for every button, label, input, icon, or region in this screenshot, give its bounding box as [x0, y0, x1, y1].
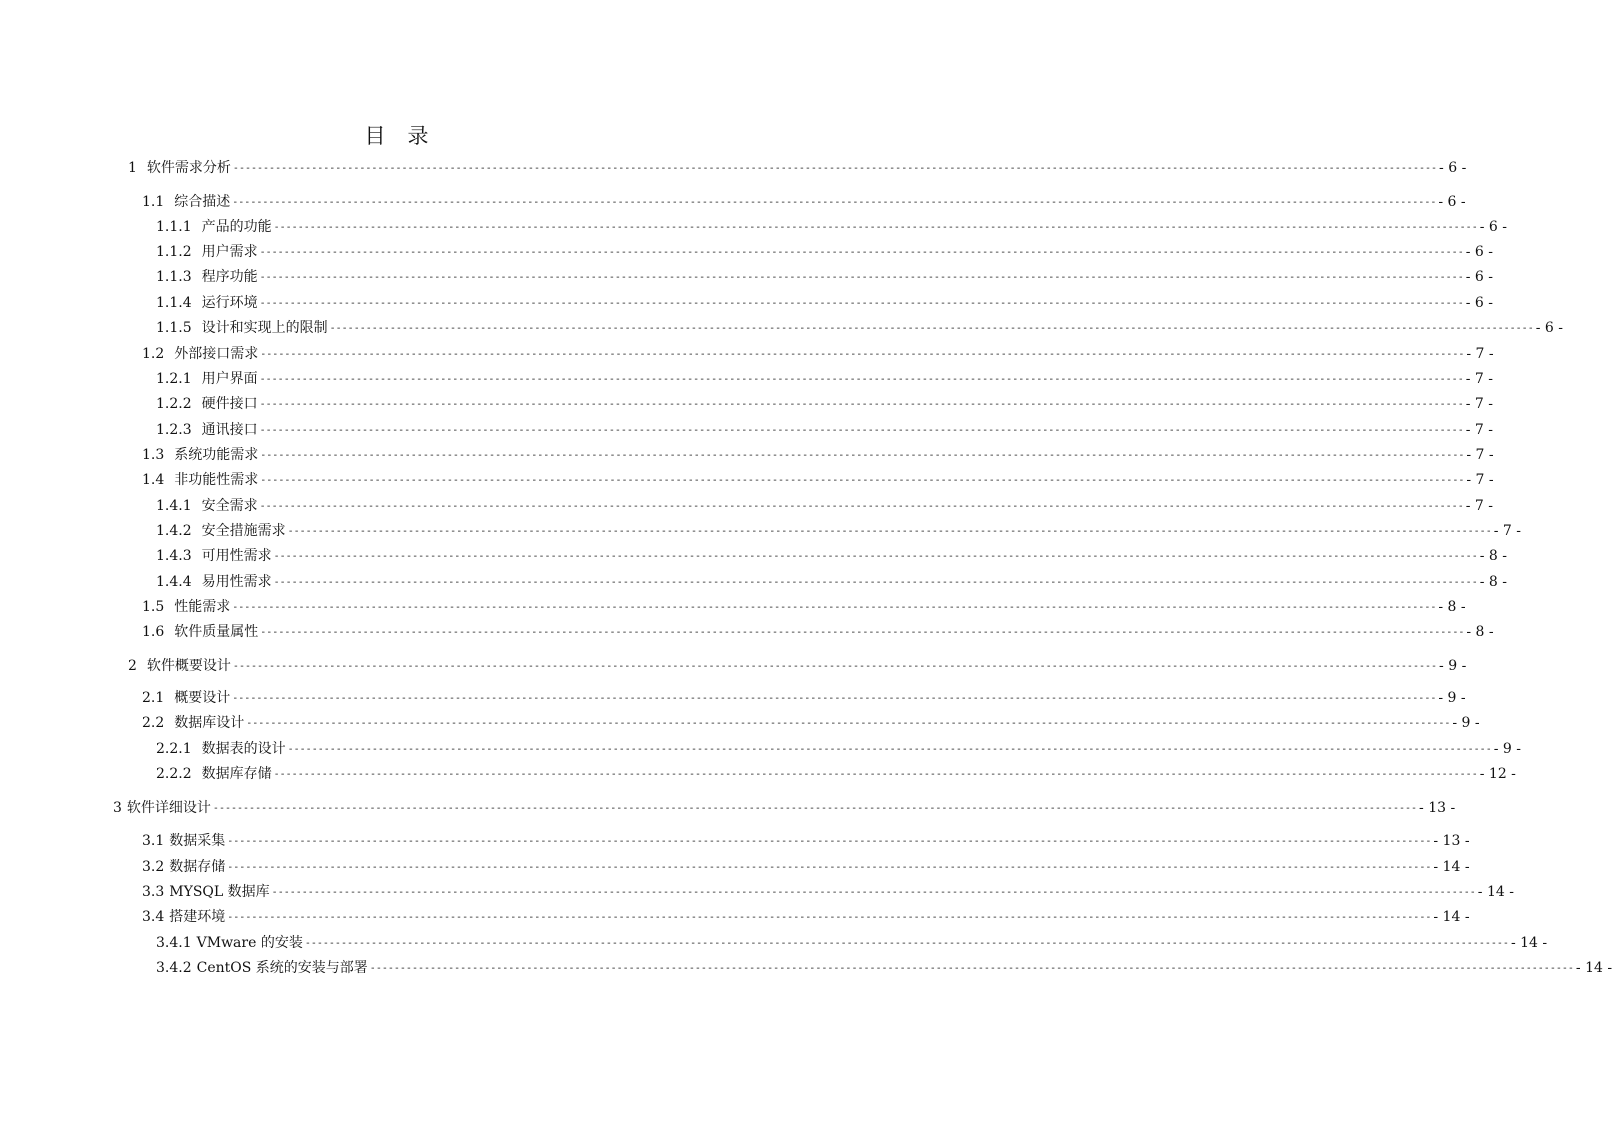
toc-entry[interactable]: [156, 293, 1494, 313]
toc-entry-page-number: - 6 -: [1439, 160, 1467, 176]
toc-entry-page-number: - 12 -: [1479, 766, 1516, 782]
toc-entry[interactable]: [142, 713, 1480, 733]
toc-leader-dashes: --------------------------------------------------------------------------------------------------------------------------------------------------------------------------------------------------------: [259, 399, 1464, 410]
toc-entry-title: 数据采集: [169, 833, 226, 849]
toc-entry-title: 搭建环境: [169, 909, 226, 925]
toc-leader-dashes: --------------------------------------------------------------------------------------------------------------------------------------------------------------------------------------------------------: [259, 374, 1464, 385]
toc-entry-title: CentOS 系统的安装与部署: [196, 960, 368, 976]
toc-entry-title: 性能需求: [174, 599, 231, 615]
toc-entry-number: 1: [128, 160, 137, 176]
toc-entry[interactable]: [142, 344, 1494, 364]
toc-leader-dashes: --------------------------------------------------------------------------------------------------------------------------------------------------------------------------------------------------------: [260, 475, 1465, 486]
toc-leader-dashes: --------------------------------------------------------------------------------------------------------------------------------------------------------------------------------------------------------: [260, 450, 1465, 461]
toc-entry-title: 数据库设计: [174, 715, 245, 731]
toc-leader-dashes: --------------------------------------------------------------------------------------------------------------------------------------------------------------------------------------------------------: [259, 501, 1464, 512]
toc-leader-dashes: --------------------------------------------------------------------------------------------------------------------------------------------------------------------------------------------------------: [232, 602, 1437, 613]
toc-entry-page-number: - 7 -: [1465, 396, 1494, 412]
toc-leader-dashes: --------------------------------------------------------------------------------------------------------------------------------------------------------------------------------------------------------: [232, 197, 1437, 208]
toc-leader-dashes: --------------------------------------------------------------------------------------------------------------------------------------------------------------------------------------------------------: [287, 526, 1492, 537]
toc-entry[interactable]: [142, 470, 1494, 490]
toc-entry-number: 1.1.5: [156, 320, 192, 336]
toc-entry[interactable]: [156, 267, 1494, 287]
toc-entry-number: 3.4.2: [156, 960, 192, 976]
toc-entry[interactable]: [156, 546, 1508, 566]
toc-entry-page-number: - 9 -: [1439, 658, 1467, 674]
toc-entry-number: 1.4: [142, 472, 165, 488]
toc-entry-number: 1.4.4: [156, 574, 192, 590]
toc-entry-number: 3.2: [142, 859, 165, 875]
toc-entry-number: 2.2: [142, 715, 165, 731]
toc-leader-dashes: --------------------------------------------------------------------------------------------------------------------------------------------------------------------------------------------------------: [273, 769, 1478, 780]
toc-leader-dashes: --------------------------------------------------------------------------------------------------------------------------------------------------------------------------------------------------------: [259, 298, 1464, 309]
toc-entry-title: 系统功能需求: [174, 447, 259, 463]
toc-leader-dashes: --------------------------------------------------------------------------------------------------------------------------------------------------------------------------------------------------------: [227, 862, 1432, 873]
toc-entry-page-number: - 6 -: [1479, 219, 1508, 235]
toc-entry-title: 数据表的设计: [201, 741, 286, 757]
toc-entry-page-number: - 6 -: [1465, 269, 1494, 285]
toc-entry-page-number: - 7 -: [1465, 371, 1494, 387]
toc-entry-title: 易用性需求: [201, 574, 272, 590]
toc-entry[interactable]: [128, 158, 1467, 178]
toc-entry[interactable]: [142, 192, 1466, 212]
toc-entry-title: 外部接口需求: [174, 346, 259, 362]
toc-entry[interactable]: [128, 656, 1467, 676]
toc-leader-dashes: --------------------------------------------------------------------------------------------------------------------------------------------------------------------------------------------------------: [212, 803, 1418, 814]
toc-entry[interactable]: [142, 831, 1470, 851]
toc-entry[interactable]: [142, 857, 1470, 877]
toc-entry-number: 1.1.2: [156, 244, 192, 260]
toc-entry-title: MYSQL 数据库: [169, 884, 270, 900]
toc-entry-title: 概要设计: [174, 690, 231, 706]
toc-entry-page-number: - 14 -: [1510, 935, 1548, 951]
toc-entry[interactable]: [156, 242, 1494, 262]
toc-leader-dashes: --------------------------------------------------------------------------------------------------------------------------------------------------------------------------------------------------------: [273, 222, 1478, 233]
toc-leader-dashes: --------------------------------------------------------------------------------------------------------------------------------------------------------------------------------------------------------: [227, 912, 1432, 923]
toc-entry-number: 2.1: [142, 690, 165, 706]
toc-entry-number: 3.4: [142, 909, 165, 925]
toc-leader-dashes: --------------------------------------------------------------------------------------------------------------------------------------------------------------------------------------------------------: [232, 661, 1438, 672]
toc-entry-title: 硬件接口: [201, 396, 258, 412]
toc-leader-dashes: --------------------------------------------------------------------------------------------------------------------------------------------------------------------------------------------------------: [369, 963, 1574, 974]
toc-entry-title: 综合描述: [174, 194, 231, 210]
toc-entry-number: 1.1.4: [156, 295, 192, 311]
toc-entry-number: 2: [128, 658, 137, 674]
toc-entry[interactable]: [156, 933, 1548, 953]
toc-entry-title: 运行环境: [201, 295, 258, 311]
toc-entry-page-number: - 8 -: [1479, 574, 1508, 590]
toc-entry-page-number: - 7 -: [1493, 523, 1522, 539]
toc-entry-title: 设计和实现上的限制: [201, 320, 328, 336]
toc-entry-number: 1.1.1: [156, 219, 192, 235]
toc-leader-dashes: --------------------------------------------------------------------------------------------------------------------------------------------------------------------------------------------------------: [259, 425, 1464, 436]
toc-entry-number: 1.3: [142, 447, 165, 463]
toc-leader-dashes: --------------------------------------------------------------------------------------------------------------------------------------------------------------------------------------------------------: [273, 551, 1478, 562]
toc-entry-title: 安全措施需求: [201, 523, 286, 539]
toc-entry-number: 1.4.2: [156, 523, 192, 539]
toc-entry[interactable]: [156, 217, 1508, 237]
toc-entry-title: 软件质量属性: [174, 624, 259, 640]
toc-entry-page-number: - 7 -: [1466, 346, 1494, 362]
toc-entry-number: 1.6: [142, 624, 165, 640]
toc-title-char-2: 录: [407, 124, 429, 148]
toc-entry[interactable]: [142, 622, 1494, 642]
toc-entry-page-number: - 8 -: [1479, 548, 1508, 564]
toc-entry-page-number: - 9 -: [1438, 690, 1466, 706]
toc-entry-number: 2.2.1: [156, 741, 192, 757]
toc-entry-page-number: - 6 -: [1465, 295, 1494, 311]
toc-entry-number: 1.2.3: [156, 422, 192, 438]
toc-entry-number: 1.2.1: [156, 371, 192, 387]
toc-entry-title: 软件需求分析: [146, 160, 231, 176]
toc-entry[interactable]: [142, 688, 1466, 708]
toc-leader-dashes: --------------------------------------------------------------------------------------------------------------------------------------------------------------------------------------------------------: [232, 693, 1437, 704]
toc-entry-title: 非功能性需求: [174, 472, 259, 488]
toc-entry-page-number: - 7 -: [1466, 472, 1494, 488]
toc-entry-number: 1.2.2: [156, 396, 192, 412]
toc-entry-page-number: - 9 -: [1452, 715, 1480, 731]
toc-leader-dashes: --------------------------------------------------------------------------------------------------------------------------------------------------------------------------------------------------------: [259, 272, 1464, 283]
toc-entry[interactable]: [142, 597, 1466, 617]
toc-entry-page-number: - 13 -: [1433, 833, 1470, 849]
toc-entry[interactable]: [156, 739, 1522, 759]
toc-entry-number: 1.1: [142, 194, 165, 210]
toc-entry-page-number: - 13 -: [1419, 800, 1456, 816]
toc-leader-dashes: --------------------------------------------------------------------------------------------------------------------------------------------------------------------------------------------------------: [271, 887, 1476, 898]
toc-entry[interactable]: [156, 521, 1522, 541]
toc-leader-dashes: --------------------------------------------------------------------------------------------------------------------------------------------------------------------------------------------------------: [259, 247, 1464, 258]
toc-entry[interactable]: [142, 445, 1494, 465]
toc-entry-title: 产品的功能: [201, 219, 272, 235]
toc-entry-title: 软件概要设计: [146, 658, 231, 674]
toc-entry[interactable]: [156, 318, 1564, 338]
toc-entry-number: 3.1: [142, 833, 165, 849]
toc-entry-title: 可用性需求: [201, 548, 272, 564]
toc-entry-page-number: - 9 -: [1493, 741, 1522, 757]
toc-entry-page-number: - 14 -: [1575, 960, 1612, 976]
toc-entry-page-number: - 14 -: [1433, 909, 1470, 925]
toc-leader-dashes: --------------------------------------------------------------------------------------------------------------------------------------------------------------------------------------------------------: [232, 163, 1438, 174]
toc-entry-title: 用户界面: [201, 371, 258, 387]
toc-entry[interactable]: [156, 496, 1494, 516]
toc-entry-page-number: - 6 -: [1535, 320, 1564, 336]
toc-entry-number: 1.2: [142, 346, 165, 362]
toc-entry-page-number: - 7 -: [1465, 422, 1494, 438]
toc-entry-number: 2.2.2: [156, 766, 192, 782]
toc-entry-number: 1.4.3: [156, 548, 192, 564]
toc-leader-dashes: --------------------------------------------------------------------------------------------------------------------------------------------------------------------------------------------------------: [260, 627, 1465, 638]
toc-entry[interactable]: [156, 394, 1494, 414]
toc-entry-page-number: - 6 -: [1438, 194, 1466, 210]
toc-entry-title: 用户需求: [201, 244, 258, 260]
toc-entry[interactable]: [142, 907, 1470, 927]
toc-entry[interactable]: [156, 420, 1494, 440]
toc-entry-title: 数据库存储: [201, 766, 272, 782]
toc-entry-page-number: - 8 -: [1466, 624, 1494, 640]
toc-entry-page-number: - 14 -: [1433, 859, 1470, 875]
toc-entry[interactable]: [113, 798, 1456, 818]
toc-entry[interactable]: [156, 369, 1494, 389]
toc-entry-title: 程序功能: [201, 269, 258, 285]
toc-leader-dashes: --------------------------------------------------------------------------------------------------------------------------------------------------------------------------------------------------------: [227, 836, 1432, 847]
toc-entry[interactable]: [142, 882, 1514, 902]
toc-leader-dashes: --------------------------------------------------------------------------------------------------------------------------------------------------------------------------------------------------------: [304, 938, 1509, 949]
toc-entry-title: VMware 的安装: [196, 935, 303, 951]
toc-entry-page-number: - 8 -: [1438, 599, 1466, 615]
toc-leader-dashes: --------------------------------------------------------------------------------------------------------------------------------------------------------------------------------------------------------: [329, 323, 1534, 334]
toc-entry-number: 3: [113, 800, 122, 816]
toc-entry[interactable]: [156, 572, 1508, 592]
toc-entry-number: 1.1.3: [156, 269, 192, 285]
toc-entry-number: 3.3: [142, 884, 165, 900]
toc-entry-title: 数据存储: [169, 859, 226, 875]
toc-leader-dashes: --------------------------------------------------------------------------------------------------------------------------------------------------------------------------------------------------------: [273, 577, 1478, 588]
toc-entry[interactable]: [156, 958, 1612, 978]
toc-entry-page-number: - 7 -: [1465, 498, 1494, 514]
toc-entry[interactable]: [156, 764, 1516, 784]
toc-leader-dashes: --------------------------------------------------------------------------------------------------------------------------------------------------------------------------------------------------------: [246, 718, 1451, 729]
toc-entry-title: 安全需求: [201, 498, 258, 514]
toc-entry-number: 1.4.1: [156, 498, 192, 514]
toc-leader-dashes: --------------------------------------------------------------------------------------------------------------------------------------------------------------------------------------------------------: [287, 744, 1492, 755]
toc-entry-title: 通讯接口: [201, 422, 258, 438]
toc-title-char-1: 目: [364, 124, 386, 148]
toc-entry-page-number: - 7 -: [1466, 447, 1494, 463]
toc-entry-page-number: - 14 -: [1477, 884, 1514, 900]
toc-entry-number: 3.4.1: [156, 935, 192, 951]
toc-entry-number: 1.5: [142, 599, 165, 615]
toc-leader-dashes: --------------------------------------------------------------------------------------------------------------------------------------------------------------------------------------------------------: [260, 349, 1465, 360]
toc-entry-title: 软件详细设计: [126, 800, 211, 816]
toc-entry-page-number: - 6 -: [1465, 244, 1494, 260]
